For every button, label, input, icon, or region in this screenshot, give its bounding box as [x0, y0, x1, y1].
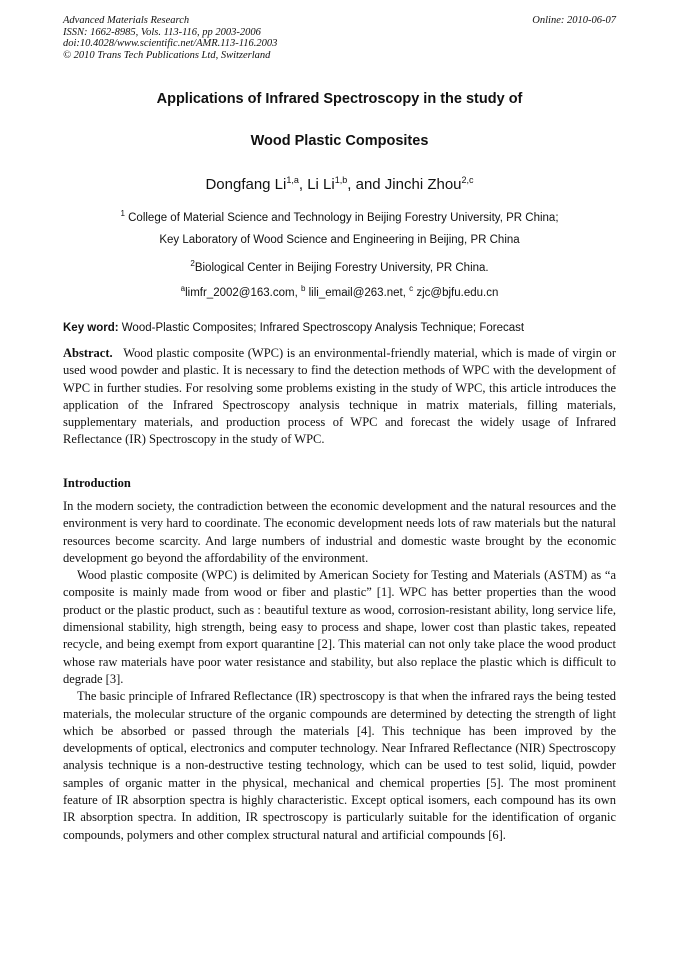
author-name: Jinchi Zhou — [384, 176, 462, 193]
email-mark: c — [409, 284, 414, 293]
email-mark: a — [180, 284, 186, 293]
author-affiliation-mark: 1,a — [286, 175, 299, 185]
affiliation-mark: 1 — [120, 209, 125, 218]
abstract-label: Abstract. — [63, 346, 113, 360]
introduction-body — [63, 498, 616, 844]
affiliation-text: Biological Center in Beijing Forestry University, PR China. — [194, 262, 489, 274]
paragraph: In the modern society, the contradiction between the economic development and the natural resources and the environment is very hard to coordinate. The economic development needs lots of raw materials but the natural resources become scarcity. And large numbers of industrial and domestic waste brought by the economic development go beyond the affordability of the environment. — [63, 499, 616, 565]
keywords-label: Key word: — [63, 322, 119, 334]
affiliation-mark: 2 — [190, 259, 195, 268]
author-affiliation-mark: 1,b — [334, 175, 348, 185]
issn-line: ISSN: 1662-8985, Vols. 113-116, pp 2003-2006 — [63, 26, 261, 38]
paper-title-line-1: Applications of Infrared Spectroscopy in the study of — [156, 91, 523, 107]
copyright-line: © 2010 Trans Tech Publications Ltd, Switzerland — [63, 49, 271, 61]
email-c: zjc@bjfu.edu.cn — [413, 287, 499, 299]
affiliation-2 — [63, 259, 616, 274]
paragraph: Wood plastic composite (WPC) is delimited by American Society for Testing and Materials (ASTM) as “a composite is mainly made from wood or fiber and plastic” [1]. WPC has better properties than the wood product or the plastic product, such as : beautiful texture as wood, corrosion-resistant ability, long service life, dimensional stability, high strength, being easy to process and shape, lower cost than plastic takes, repeated recycle, and being exempt from export quarantine [2]. This material can not only take place the wood product whose raw materials have poor water resistance and stability, but also replace the plastic which is difficult to degrade [3]. — [63, 568, 616, 686]
affiliation-1 — [63, 209, 616, 224]
author-emails — [63, 284, 616, 299]
author-list — [63, 175, 616, 193]
online-date: Online: 2010-06-07 — [532, 15, 616, 26]
abstract — [63, 345, 620, 449]
email-b: lili_email@263.net, — [305, 287, 410, 299]
affiliation-1b: Key Laboratory of Wood Science and Engineering in Beijing, PR China — [159, 234, 520, 246]
author-separator: , — [298, 176, 308, 193]
affiliation-text: College of Material Science and Technology in Beijing Forestry University, PR China; — [124, 212, 559, 224]
keywords-text: Wood-Plastic Composites; Infrared Spectroscopy Analysis Technique; Forecast — [118, 322, 525, 334]
doi-line: doi:10.4028/www.scientific.net/AMR.113-116.2003 — [63, 38, 278, 49]
keywords — [63, 322, 616, 334]
journal-name: Advanced Materials Research — [63, 15, 190, 26]
email-a: limfr_2002@163.com, — [185, 287, 301, 299]
author-affiliation-mark: 2,c — [461, 175, 474, 185]
email-mark: b — [300, 284, 306, 293]
author-separator: , and — [347, 176, 385, 193]
journal-header — [63, 15, 616, 61]
author-name: Li Li — [307, 176, 335, 193]
abstract-text: Wood plastic composite (WPC) is an environmental-friendly material, which is made of virgin or used wood powder and plastic. It is necessary to find the detection methods of WPC with the development of WPC in further studies. For resolving some problems existing in the study of WPC, this article introduces the application of the Infrared Spectroscopy analysis technique in matrix materials, filling materials, supplementary materials, and production process of WPC and forecast the widely usage of Infrared Reflectance (IR) Spectroscopy in the study of WPC. — [63, 346, 620, 447]
paragraph: The basic principle of Infrared Reflectance (IR) spectroscopy is that when the infrared rays the being tested materials, the molecular structure of the organic compounds are determined by detecting the strength of light which be absorbed or passed through the materials [4]. This technique has been improved by the developments of optical, electronics and computer technology. Near Infrared Reflectance (NIR) Spectroscopy analysis technique is a non-destructive testing technology, which can be used to test solid, liquid, powder samples of organic matter in the physical, mechanical and chemical properties [5]. The most prominent feature of IR absorption spectra is highly characteristic. Except optical isomers, each compound has its own IR absorption spectra. In addition, IR spectroscopy is particularly suitable for the identification of organic compounds, polymers and other complex structural natural and artificial compounds [6]. — [63, 689, 616, 842]
section-heading-introduction: Introduction — [63, 476, 131, 490]
author-name: Dongfang Li — [205, 176, 287, 193]
paper-title-line-2: Wood Plastic Composites — [250, 133, 429, 149]
